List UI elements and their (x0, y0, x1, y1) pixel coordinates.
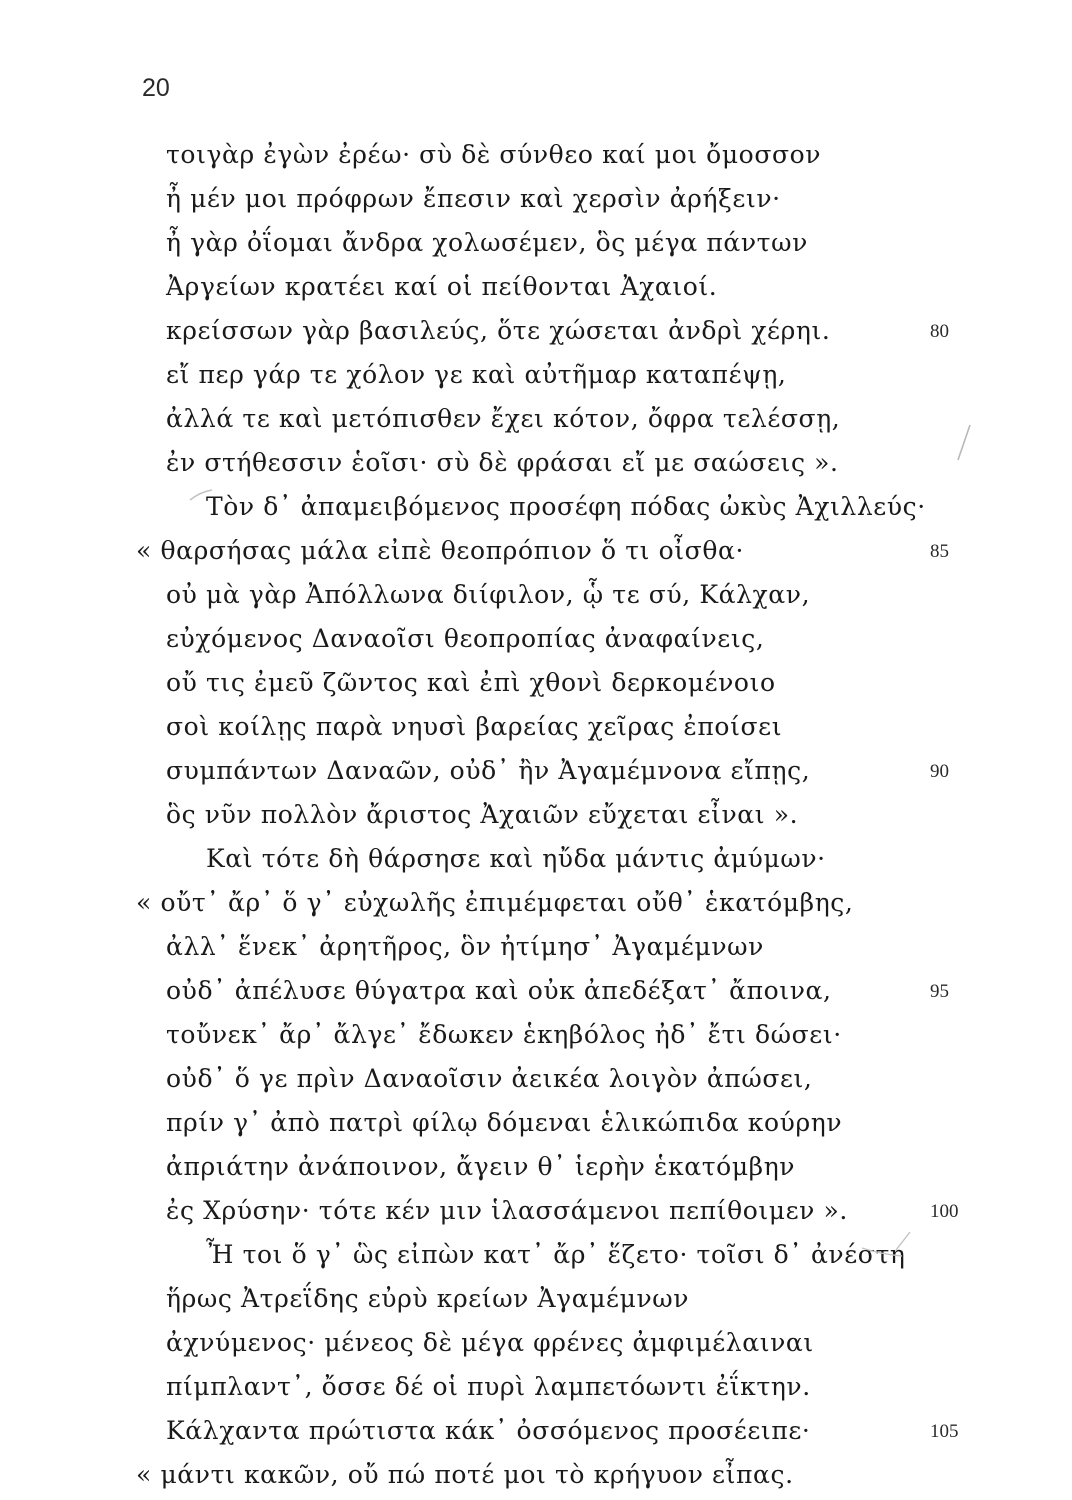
verse-line: « οὔτ᾽ ἄρ᾽ ὅ γ᾽ εὐχωλῆς ἐπιμέμφεται οὔθ᾽ ἑκατόμβης, (136, 888, 854, 917)
verse-line: Κάλχαντα πρώτιστα κάκ᾽ ὀσσόμενος προσέειπε· (166, 1416, 811, 1445)
verse-line: εὐχόμενος Δαναοῖσι θεοπροπίας ἀναφαίνεις, (166, 624, 765, 653)
verse-line: συμπάντων Δαναῶν, οὐδ᾽ ἢν Ἀγαμέμνονα εἴπῃς, (166, 756, 811, 785)
line-number: 105 (930, 1421, 959, 1442)
verse-line: Τὸν δ᾽ ἀπαμειβόμενος προσέφη πόδας ὠκὺς Ἀχιλλεύς· (206, 492, 926, 521)
verse-line: εἴ περ γάρ τε χόλον γε καὶ αὐτῆμαρ καταπέψῃ, (166, 360, 787, 389)
verse-line: Ἦ τοι ὅ γ᾽ ὣς εἰπὼν κατ᾽ ἄρ᾽ ἕζετο· τοῖσι δ᾽ ἀνέστη (206, 1240, 906, 1269)
verse-line: σοὶ κοίλῃς παρὰ νηυσὶ βαρείας χεῖρας ἐποίσει (166, 712, 783, 741)
verse-line: « μάντι κακῶν, οὔ πώ ποτέ μοι τὸ κρήγυον εἶπας. (136, 1460, 794, 1489)
verse-line: ἀλλ᾽ ἕνεκ᾽ ἀρητῆρος, ὃν ἠτίμησ᾽ Ἀγαμέμνων (166, 932, 764, 961)
verse-line: πίμπλαντ᾽, ὄσσε δέ οἱ πυρὶ λαμπετόωντι ἐΐκτην. (166, 1372, 811, 1401)
verse-line: ἐν στήθεσσιν ἑοῖσι· σὺ δὲ φράσαι εἴ με σαώσεις ». (166, 448, 839, 477)
verse-line: « θαρσήσας μάλα εἰπὲ θεοπρόπιον ὅ τι οἶσθα· (136, 536, 745, 565)
verse-line: οὐδ᾽ ὅ γε πρὶν Δαναοῖσιν ἀεικέα λοιγὸν ἀπώσει, (166, 1064, 813, 1093)
verse-line: ἐς Χρύσην· τότε κέν μιν ἱλασσάμενοι πεπίθοιμεν ». (166, 1196, 848, 1225)
verse-line: πρίν γ᾽ ἀπὸ πατρὶ φίλῳ δόμεναι ἑλικώπιδα κούρην (166, 1108, 843, 1137)
line-number: 95 (930, 981, 949, 1002)
verse-line: ὃς νῦν πολλὸν ἄριστος Ἀχαιῶν εὔχεται εἶναι ». (166, 800, 799, 829)
verse-line: ἀπριάτην ἀνάποινον, ἄγειν θ᾽ ἱερὴν ἑκατόμβην (166, 1152, 796, 1181)
verse-line: Ἀργείων κρατέει καί οἱ πείθονται Ἀχαιοί. (166, 272, 718, 301)
line-number: 85 (930, 541, 949, 562)
verse-line: κρείσσων γὰρ βασιλεύς, ὅτε χώσεται ἀνδρὶ χέρηι. (166, 316, 831, 345)
line-number: 80 (930, 321, 949, 342)
verse-line: Καὶ τότε δὴ θάρσησε καὶ ηὔδα μάντις ἀμύμων· (206, 844, 826, 873)
verse-line: ἦ μέν μοι πρόφρων ἔπεσιν καὶ χερσὶν ἀρήξειν· (166, 184, 781, 213)
page-number: 20 (142, 74, 170, 102)
verse-line: οὐ μὰ γὰρ Ἀπόλλωνα διίφιλον, ᾧ τε σύ, Κάλχαν, (166, 580, 811, 609)
verse-line: ἦ γὰρ ὀΐομαι ἄνδρα χολωσέμεν, ὃς μέγα πάντων (166, 228, 808, 257)
verse-line: τοὔνεκ᾽ ἄρ᾽ ἄλγε᾽ ἔδωκεν ἑκηβόλος ἠδ᾽ ἔτι δώσει· (166, 1020, 842, 1049)
verse-line: οὔ τις ἐμεῦ ζῶντος καὶ ἐπὶ χθονὶ δερκομένοιο (166, 668, 776, 697)
verse-line: τοιγὰρ ἐγὼν ἐρέω· σὺ δὲ σύνθεο καί μοι ὄμοσσον (166, 140, 822, 169)
line-number: 100 (930, 1201, 959, 1222)
verse-line: ἥρως Ἀτρεΐδης εὐρὺ κρείων Ἀγαμέμνων (166, 1284, 690, 1313)
verse-line: ἀλλά τε καὶ μετόπισθεν ἔχει κότον, ὄφρα τελέσσῃ, (166, 404, 841, 433)
line-number: 90 (930, 761, 949, 782)
verse-line: οὐδ᾽ ἀπέλυσε θύγατρα καὶ οὐκ ἀπεδέξατ᾽ ἄποινα, (166, 976, 832, 1005)
verse-line: ἀχνύμενος· μένεος δὲ μέγα φρένες ἀμφιμέλαιναι (166, 1328, 814, 1357)
